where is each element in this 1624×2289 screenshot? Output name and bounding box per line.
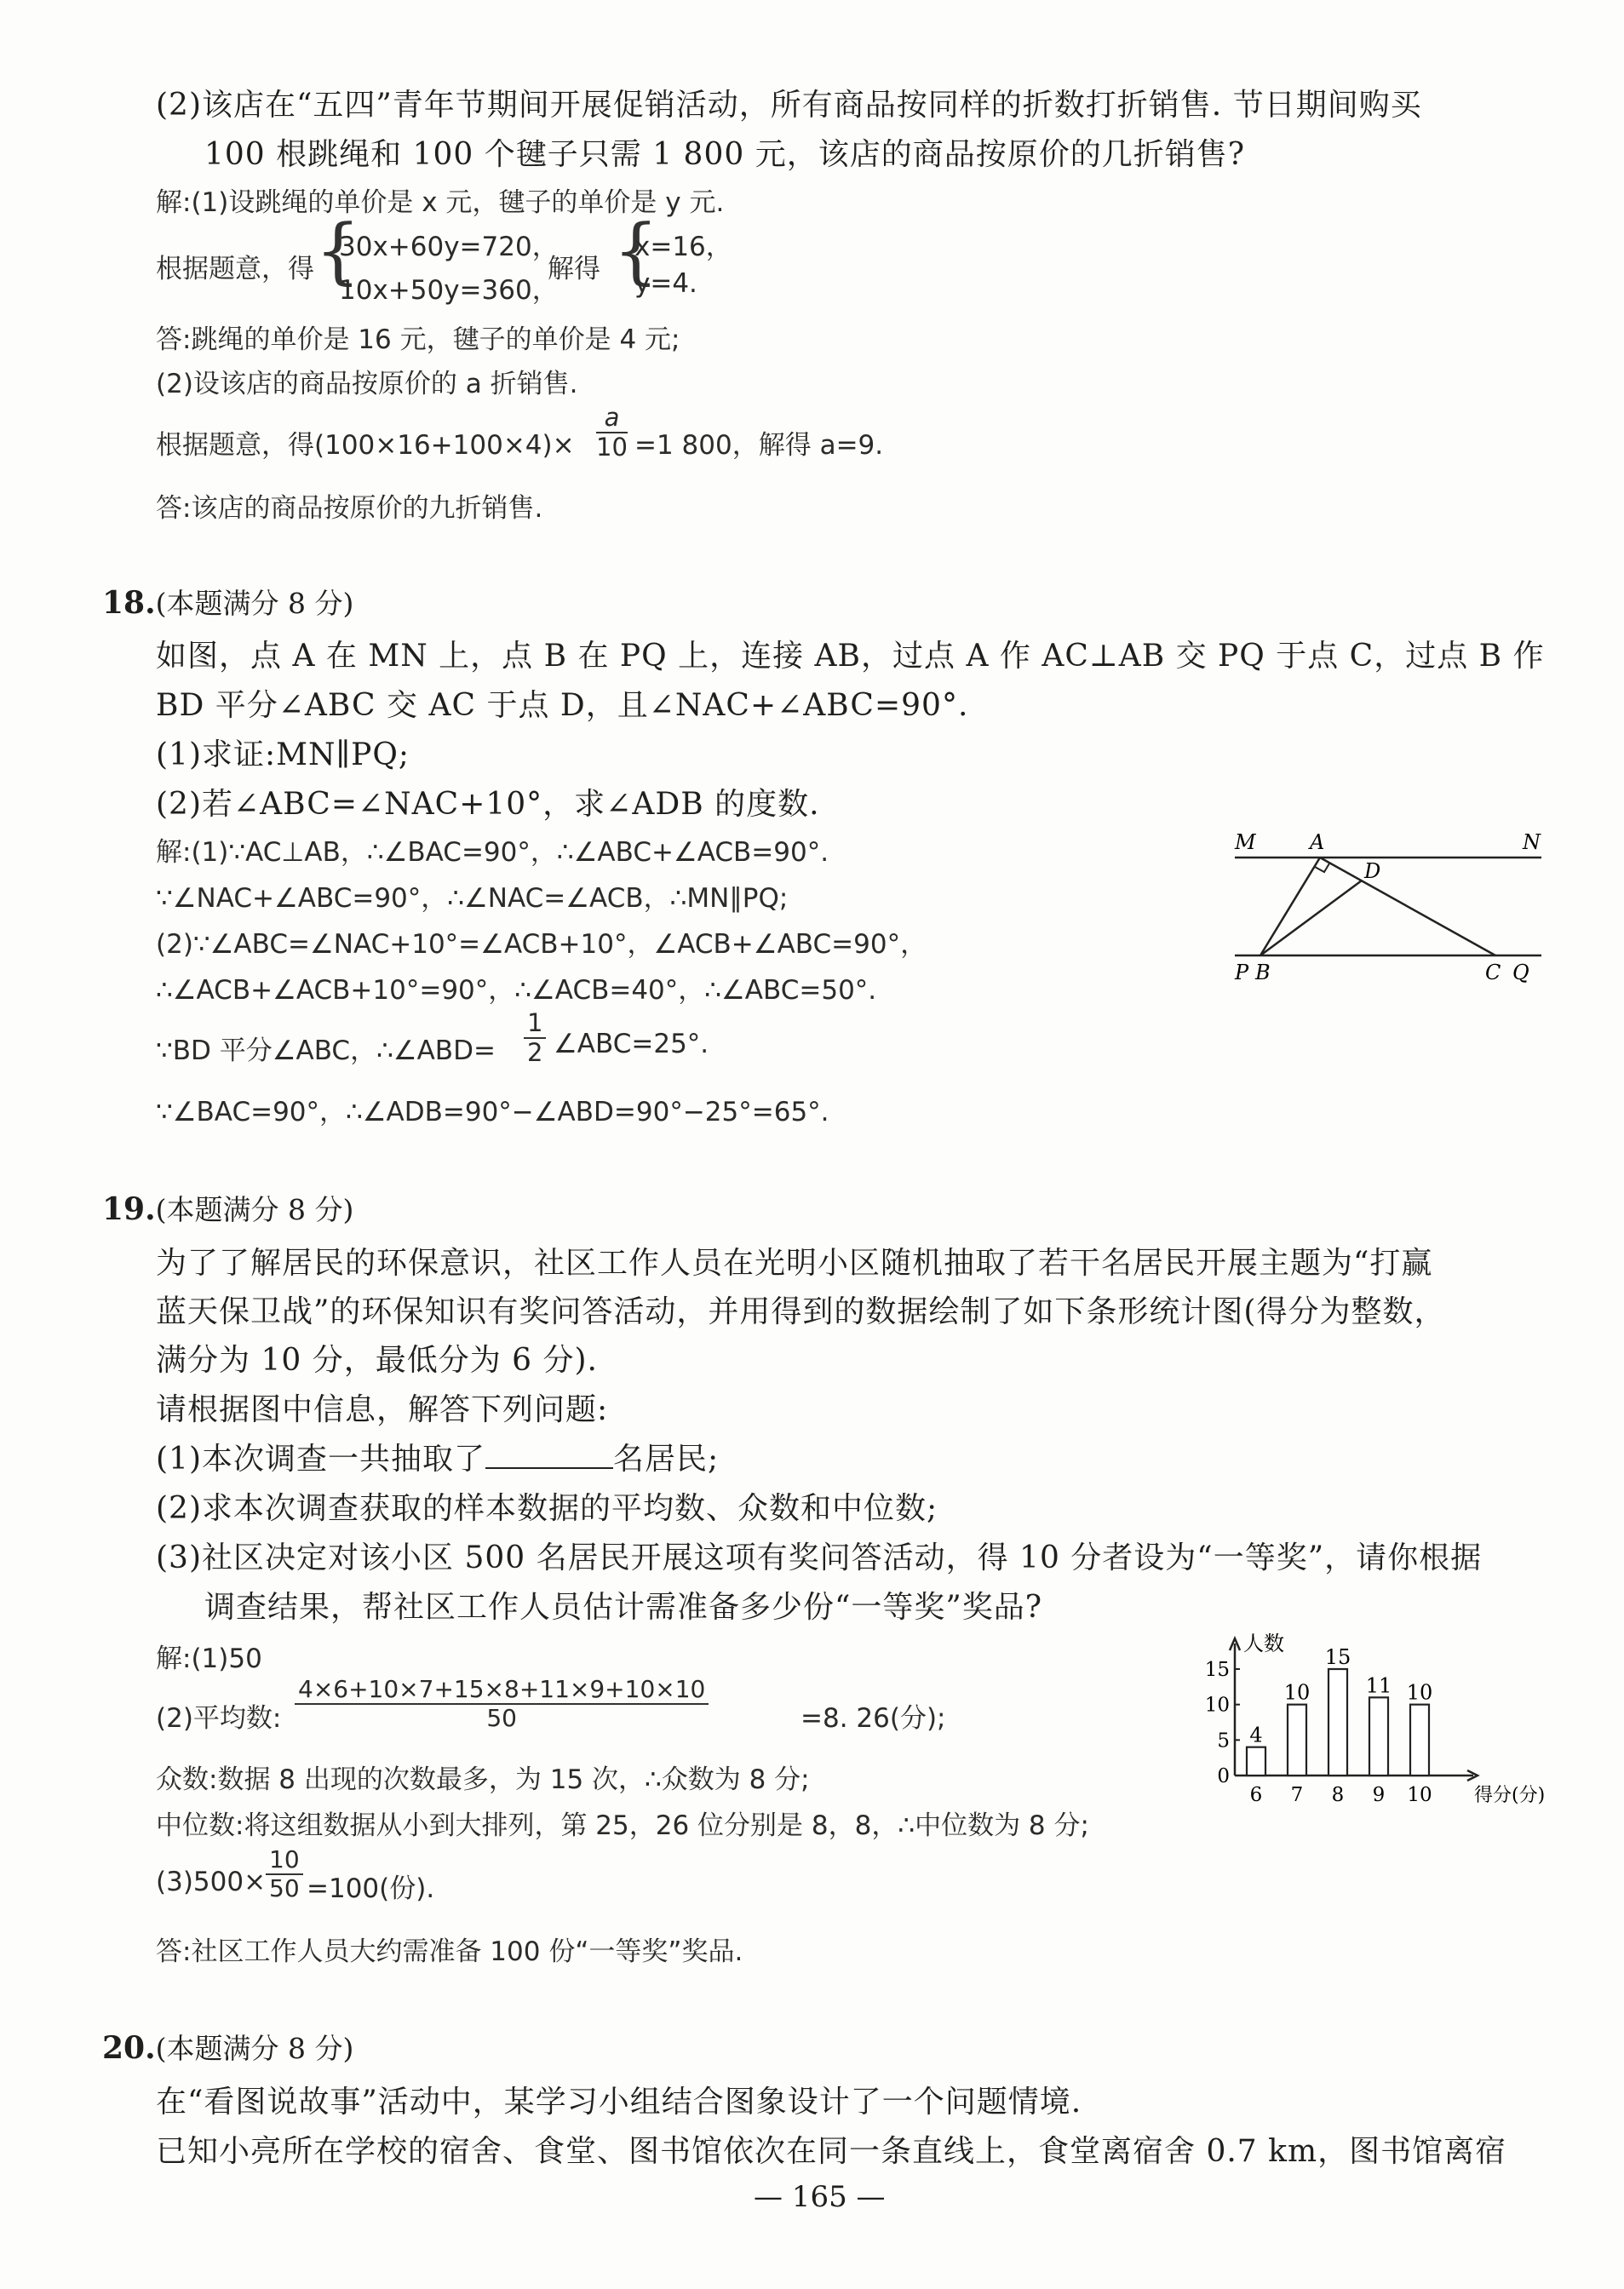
q18-solution-5-prefix: ∵BD 平分∠ABC，∴∠ABD=: [156, 1036, 496, 1066]
q19-text-2: 蓝天保卫战”的环保知识有奖问答活动，并用得到的数据绘制了如下条形统计图(得分为整数，: [156, 1294, 1446, 1329]
q19-text-4: 请根据图中信息，解答下列问题:: [156, 1392, 609, 1427]
x-tick-label: 8: [1331, 1784, 1345, 1806]
segment-bd: [1260, 881, 1362, 955]
page-number: — 165 —: [754, 2180, 886, 2214]
q19-answer-2-suffix: =8. 26(分);: [801, 1703, 946, 1734]
bar: [1328, 1669, 1347, 1776]
y-tick-label: 10: [1204, 1694, 1230, 1717]
q18-solution-5-suffix: ∠ABC=25°.: [554, 1029, 709, 1059]
y-tick-label: 5: [1217, 1730, 1230, 1753]
bar: [1288, 1705, 1306, 1776]
x-axis-label: 得分(分): [1474, 1785, 1546, 1806]
fraction-numerator: 4×6+10×7+15×8+11×9+10×10: [295, 1676, 709, 1705]
q17-part2-line2: 100 根跳绳和 100 个毽子只需 1 800 元，该店的商品按原价的几折销售?: [204, 137, 1246, 172]
fraction-denominator: 2: [527, 1038, 543, 1068]
fraction-10-over-50: [266, 1846, 303, 1902]
label-c: C: [1485, 961, 1501, 984]
q19-sub-2: (2)求本次调查获取的样本数据的平均数、众数和中位数;: [156, 1491, 938, 1526]
label-a: A: [1310, 830, 1325, 854]
fraction-denominator: 50: [486, 1704, 517, 1733]
bar: [1369, 1697, 1388, 1776]
q18-sub-2: (2)若∠ABC=∠NAC+10°，求∠ADB 的度数.: [156, 787, 820, 822]
q18-solution-1: 解:(1)∵AC⊥AB，∴∠BAC=90°，∴∠ABC+∠ACB=90°.: [156, 837, 829, 868]
x-tick-label: 7: [1290, 1784, 1304, 1806]
q20-header: [102, 2027, 353, 2067]
fraction-mean: [295, 1676, 709, 1732]
answer-blank[interactable]: [485, 1442, 613, 1469]
fraction-denominator: 50: [269, 1874, 300, 1903]
label-p: P: [1235, 961, 1249, 984]
x-tick-label: 9: [1372, 1784, 1386, 1806]
q19-answer-5-suffix: =100(份).: [307, 1873, 435, 1904]
system-eq1: 30x+60y=720，: [339, 232, 559, 262]
label-d: D: [1364, 859, 1381, 883]
q18-text-2: BD 平分∠ABC 交 AC 于点 D，且∠NAC+∠ABC=90°.: [156, 688, 969, 723]
q19-sub-1-suffix: 名居民;: [613, 1442, 720, 1477]
bar-chart: [1196, 1626, 1554, 1814]
right-angle-mark: [1315, 863, 1329, 872]
q18-solution-6: ∵∠BAC=90°，∴∠ADB=90°−∠ABD=90°−25°=65°.: [156, 1097, 829, 1127]
fraction-numerator: 1: [524, 1009, 546, 1039]
q17-equation-2-suffix: =1 800，解得 a=9.: [634, 430, 884, 461]
q19-answer-5-prefix: (3)500×: [156, 1867, 267, 1897]
q18-sub-1: (1)求证:MN∥PQ;: [156, 737, 410, 772]
label-q: Q: [1512, 961, 1529, 984]
q18-header: [102, 582, 353, 622]
q20-text-2: 已知小亮所在学校的宿舍、食堂、图书馆依次在同一条直线上，食堂离宿舍 0.7 km，图书馆离宿: [156, 2134, 1507, 2169]
bar: [1247, 1747, 1265, 1776]
q19-sub-1-prefix: (1)本次调查一共抽取了: [156, 1442, 485, 1477]
bar-value-label: 11: [1365, 1673, 1392, 1698]
q19-sub-3-line2: 调查结果，帮社区工作人员估计需准备多少份“一等奖”奖品?: [204, 1590, 1043, 1625]
system-result2: y=4.: [634, 268, 697, 299]
bar-value-label: 15: [1324, 1645, 1351, 1669]
q17-equation-2-prefix: 根据题意，得(100×16+100×4)×: [156, 430, 575, 461]
question-number: 18.: [102, 585, 156, 621]
q17-part2-line1: (2)该店在“五四”青年节期间开展促销活动，所有商品按同样的折数打折销售. 节日期间购买: [156, 88, 1422, 123]
q17-solution-2: (2)设该店的商品按原价的 a 折销售.: [156, 369, 578, 399]
label-m: M: [1235, 830, 1256, 854]
bar-value-label: 10: [1406, 1680, 1433, 1705]
x-tick-label: 10: [1407, 1784, 1432, 1806]
bar-value-label: 10: [1283, 1680, 1311, 1705]
y-tick-label: 15: [1204, 1659, 1230, 1681]
label-b: B: [1255, 961, 1271, 984]
bar: [1410, 1705, 1429, 1776]
q19-sub-1: [156, 1435, 719, 1478]
system-solved-label: 解得: [548, 254, 600, 284]
q19-answer-3: 众数:数据 8 出现的次数最多，为 15 次，∴众数为 8 分;: [156, 1764, 810, 1795]
q18-solution-3: (2)∵∠ABC=∠NAC+10°=∠ACB+10°，∠ACB+∠ABC=90°，: [156, 929, 927, 960]
q18-text-1: 如图，点 A 在 MN 上，点 B 在 PQ 上，连接 AB，过点 A 作 AC⊥AB 交 PQ 于点 C，过点 B 作: [156, 639, 1545, 674]
q20-text-1: 在“看图说故事”活动中，某学习小组结合图象设计了一个问题情境.: [156, 2085, 1082, 2120]
segment-ab: [1260, 858, 1320, 955]
q18-solution-4: ∴∠ACB+∠ACB+10°=90°，∴∠ACB=40°，∴∠ABC=50°.: [156, 975, 877, 1006]
fraction-numerator: 10: [266, 1846, 303, 1875]
bar-value-label: 4: [1249, 1723, 1263, 1747]
geometry-figure: [1226, 822, 1550, 992]
q18-solution-2: ∵∠NAC+∠ABC=90°，∴∠NAC=∠ACB，∴MN∥PQ;: [156, 883, 789, 914]
y-tick-label: 0: [1217, 1765, 1230, 1787]
q17-system-prefix: 根据题意，得: [156, 254, 314, 284]
q19-sub-3-line1: (3)社区决定对该小区 500 名居民开展这项有奖问答活动，得 10 分者设为“一等奖”，请你根据: [156, 1540, 1483, 1575]
y-axis-label: 人数: [1243, 1632, 1284, 1655]
q19-answer-4: 中位数:将这组数据从小到大排列，第 25，26 位分别是 8，8，∴中位数为 8 分;: [156, 1810, 1089, 1841]
question-number: 19.: [102, 1191, 156, 1227]
question-number: 20.: [102, 2030, 156, 2066]
q19-text-3: 满分为 10 分，最低分为 6 分).: [156, 1343, 598, 1378]
q19-answer-2-prefix: (2)平均数:: [156, 1703, 282, 1734]
system-eq2: 10x+50y=360，: [339, 275, 559, 306]
label-n: N: [1523, 830, 1541, 854]
question-score: (本题满分 8 分): [155, 1193, 354, 1226]
q17-answer-1: 答:跳绳的单价是 16 元，毽子的单价是 4 元;: [156, 324, 680, 355]
question-score: (本题满分 8 分): [155, 2032, 354, 2065]
fraction-denominator: 10: [596, 433, 628, 462]
question-score: (本题满分 8 分): [155, 587, 354, 620]
q19-answer-1: 解:(1)50: [156, 1644, 262, 1674]
segment-ac: [1320, 858, 1495, 955]
x-tick-label: 6: [1249, 1784, 1263, 1806]
fraction-one-half: [524, 1009, 546, 1068]
q19-text-1: 为了了解居民的环保意识，社区工作人员在光明小区随机抽取了若干名居民开展主题为“打赢: [156, 1246, 1433, 1281]
left-brace: {: [315, 209, 361, 292]
q17-solution-1: 解:(1)设跳绳的单价是 x 元，毽子的单价是 y 元.: [156, 187, 725, 218]
fraction-a-over-10: [596, 404, 628, 462]
system-result1: x=16，: [634, 232, 732, 262]
left-brace: {: [613, 209, 659, 292]
fraction-numerator: a: [596, 404, 628, 433]
q17-answer-2: 答:该店的商品按原价的九折销售.: [156, 493, 543, 524]
q19-header: [102, 1188, 353, 1228]
q19-answer-6: 答:社区工作人员大约需准备 100 份“一等奖”奖品.: [156, 1936, 743, 1967]
